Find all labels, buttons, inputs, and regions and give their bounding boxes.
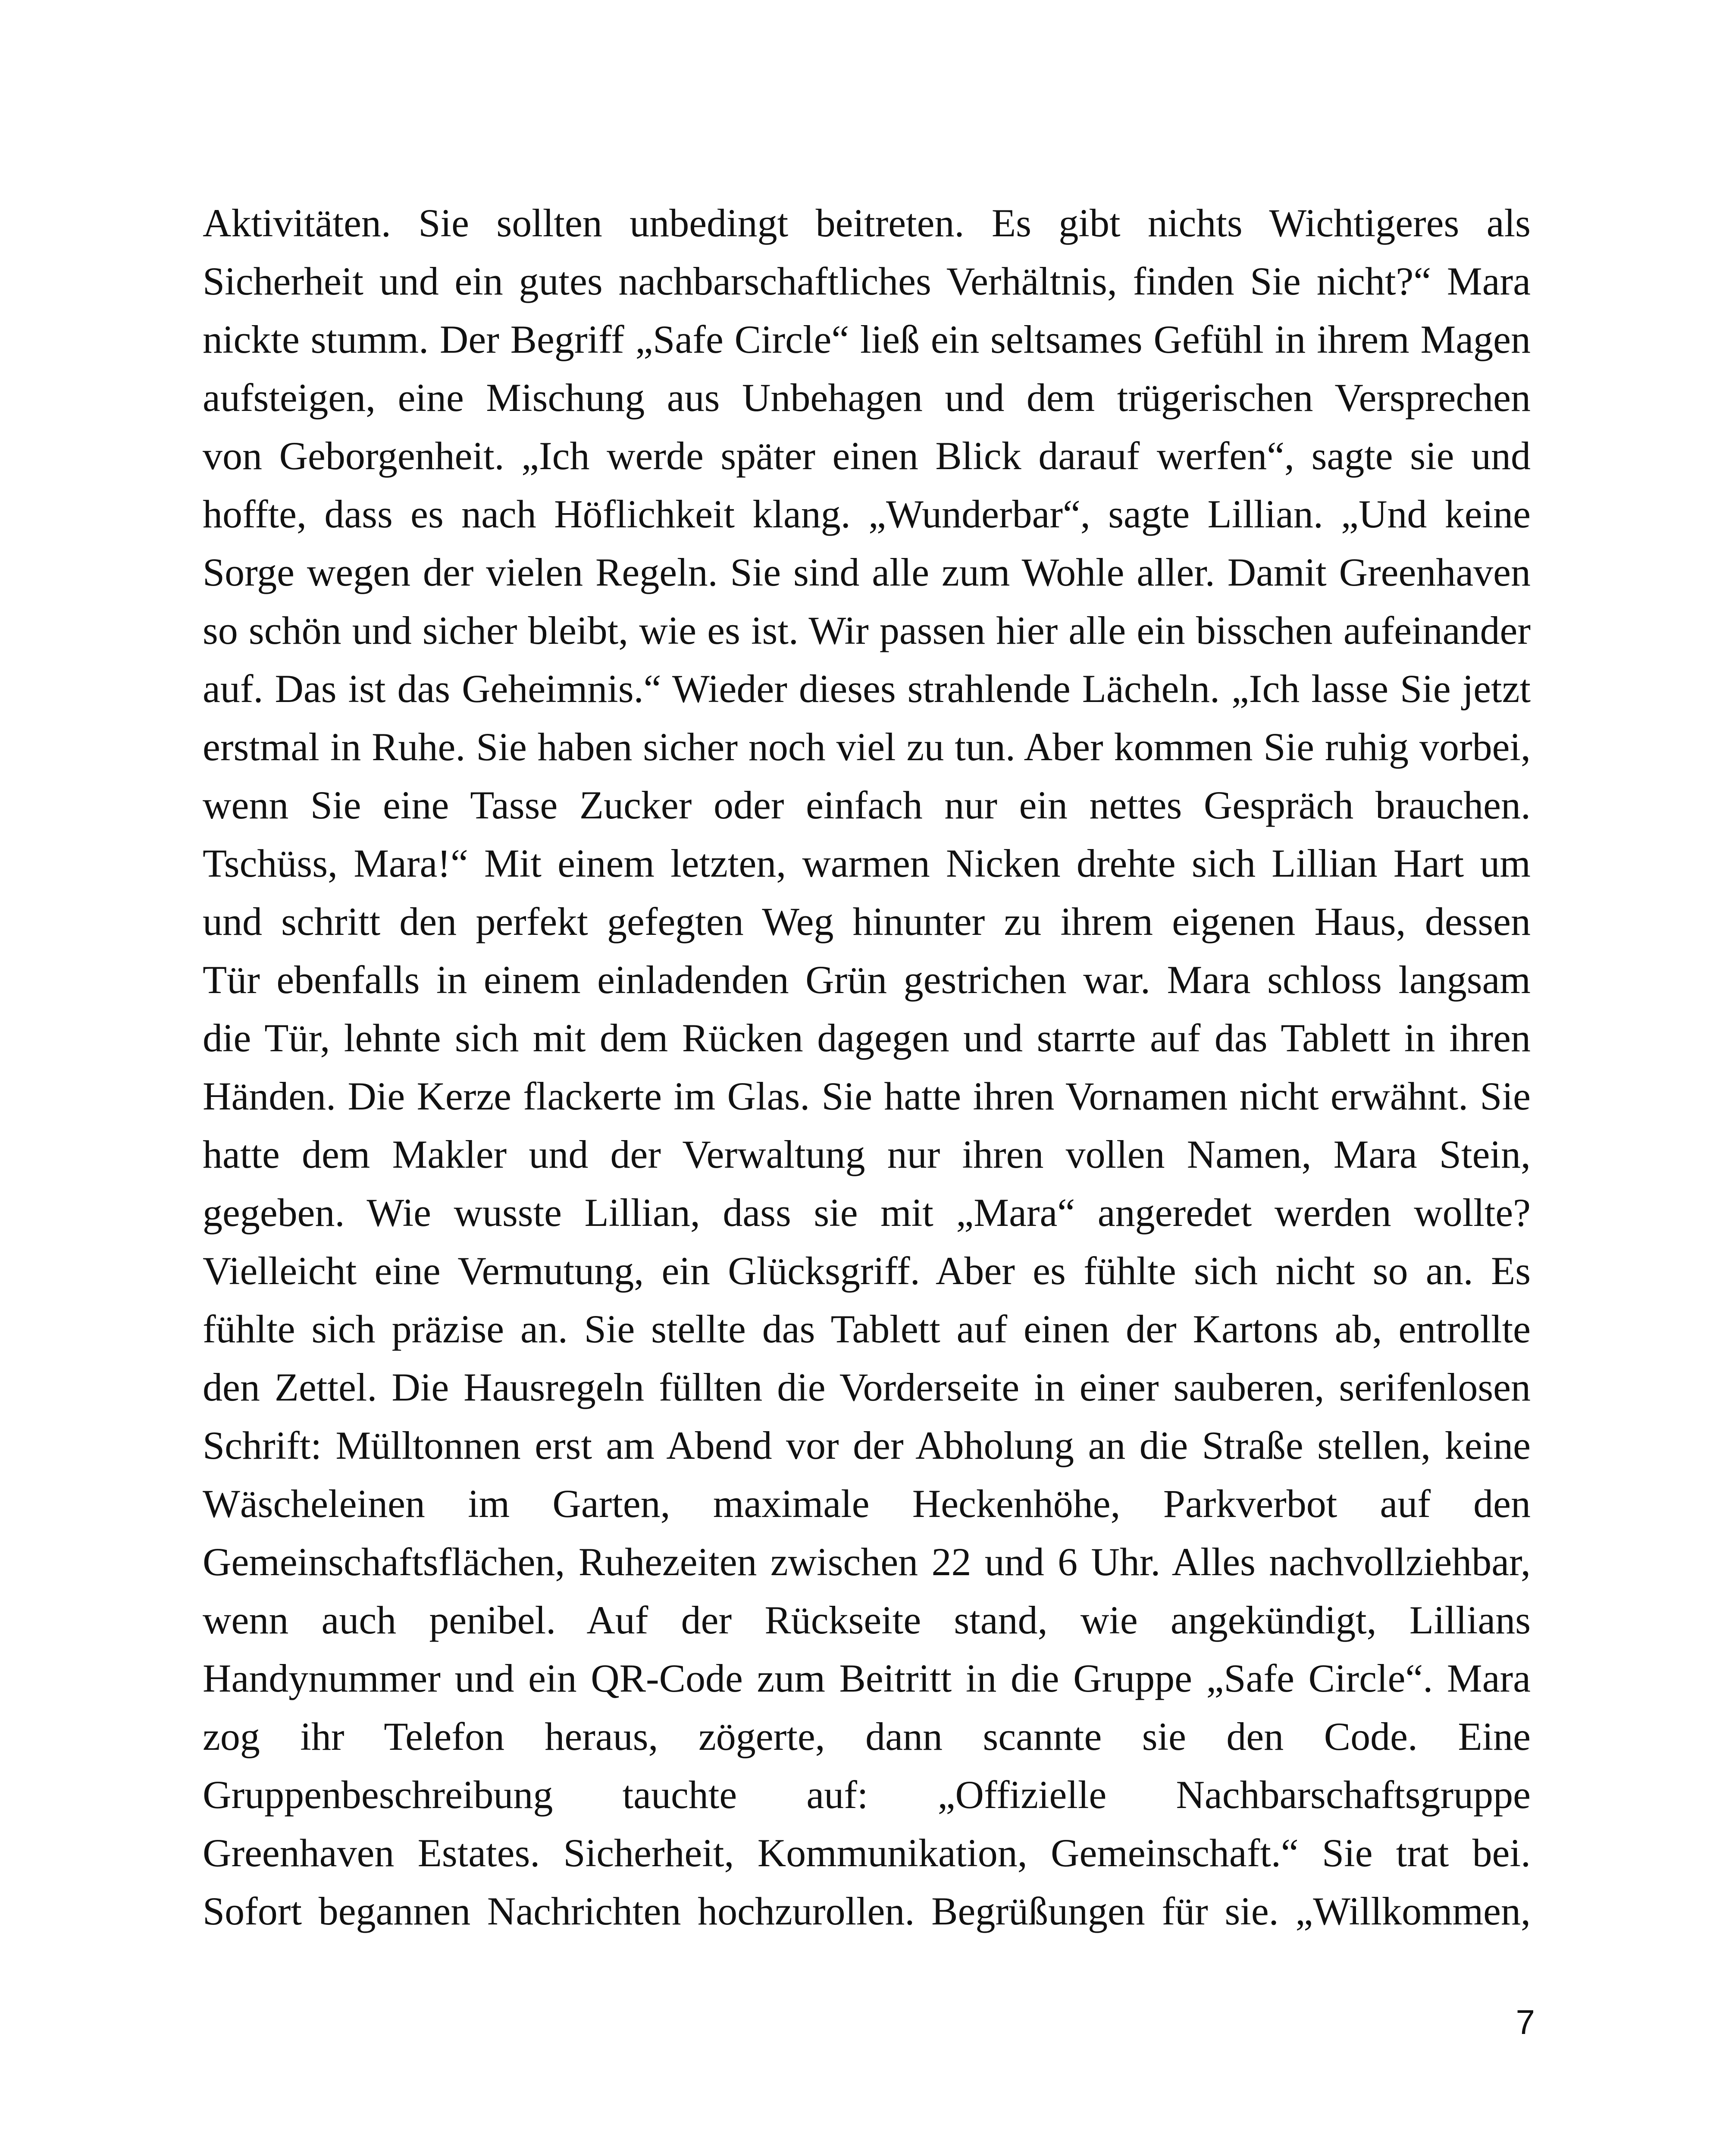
text-line: die Tür, lehnte sich mit dem Rücken dagegen und starrte auf das Tablett in ihren bbox=[203, 1016, 1531, 1060]
text-line: Sicherheit und ein gutes nachbarschaftliches Verhältnis, finden Sie nicht?“ Mara bbox=[203, 259, 1531, 303]
text-line: fühlte sich präzise an. Sie stellte das Tablett auf einen der Kartons ab, entrollte bbox=[203, 1307, 1531, 1351]
text-line: von Geborgenheit. „Ich werde später einen Blick darauf werfen“, sagte sie und bbox=[203, 434, 1531, 478]
text-line: Tür ebenfalls in einem einladenden Grün gestrichen war. Mara schloss langsam bbox=[203, 958, 1531, 1002]
text-line: Gruppenbeschreibung tauchte auf: „Offizielle Nachbarschaftsgruppe bbox=[203, 1773, 1531, 1817]
text-line: wenn Sie eine Tasse Zucker oder einfach nur ein nettes Gespräch brauchen. bbox=[203, 783, 1531, 827]
text-line: Gemeinschaftsflächen, Ruhezeiten zwischen 22 und 6 Uhr. Alles nachvollziehbar, bbox=[203, 1540, 1531, 1584]
body-text bbox=[203, 194, 1531, 1940]
text-line: Tschüss, Mara!“ Mit einem letzten, warmen Nicken drehte sich Lillian Hart um bbox=[203, 841, 1531, 885]
text-line: Händen. Die Kerze flackerte im Glas. Sie hatte ihren Vornamen nicht erwähnt. Sie bbox=[203, 1074, 1531, 1118]
text-line: Greenhaven Estates. Sicherheit, Kommunikation, Gemeinschaft.“ Sie trat bei. bbox=[203, 1831, 1531, 1875]
page-number: 7 bbox=[1516, 2003, 1535, 2041]
text-line: gegeben. Wie wusste Lillian, dass sie mit „Mara“ angeredet werden wollte? bbox=[203, 1191, 1531, 1235]
text-line: so schön und sicher bleibt, wie es ist. Wir passen hier alle ein bisschen aufeinander bbox=[203, 608, 1531, 652]
text-line: nickte stumm. Der Begriff „Safe Circle“ ließ ein seltsames Gefühl in ihrem Magen bbox=[203, 317, 1531, 361]
text-line: wenn auch penibel. Auf der Rückseite stand, wie angekündigt, Lillians bbox=[203, 1598, 1531, 1642]
text-line: auf. Das ist das Geheimnis.“ Wieder dieses strahlende Lächeln. „Ich lasse Sie jetzt bbox=[203, 667, 1531, 711]
text-line: hatte dem Makler und der Verwaltung nur ihren vollen Namen, Mara Stein, bbox=[203, 1132, 1531, 1176]
text-line: Aktivitäten. Sie sollten unbedingt beitreten. Es gibt nichts Wichtigeres als bbox=[203, 201, 1531, 245]
text-line: aufsteigen, eine Mischung aus Unbehagen und dem trügerischen Versprechen bbox=[203, 376, 1531, 420]
text-line: Vielleicht eine Vermutung, ein Glücksgriff. Aber es fühlte sich nicht so an. Es bbox=[203, 1249, 1531, 1293]
text-line: Wäscheleinen im Garten, maximale Heckenhöhe, Parkverbot auf den bbox=[203, 1482, 1531, 1526]
text-line: Handynummer und ein QR-Code zum Beitritt in die Gruppe „Safe Circle“. Mara bbox=[203, 1656, 1531, 1700]
text-line: den Zettel. Die Hausregeln füllten die Vorderseite in einer sauberen, serifenlosen bbox=[203, 1365, 1531, 1409]
text-line: Sorge wegen der vielen Regeln. Sie sind alle zum Wohle aller. Damit Greenhaven bbox=[203, 550, 1531, 594]
text-line: Schrift: Mülltonnen erst am Abend vor der Abholung an die Straße stellen, keine bbox=[203, 1423, 1531, 1467]
text-line: Sofort begannen Nachrichten hochzurollen. Begrüßungen für sie. „Willkommen, bbox=[203, 1889, 1531, 1933]
text-line: hoffte, dass es nach Höflichkeit klang. „Wunderbar“, sagte Lillian. „Und keine bbox=[203, 492, 1531, 536]
text-line: und schritt den perfekt gefegten Weg hinunter zu ihrem eigenen Haus, dessen bbox=[203, 899, 1531, 943]
text-line: erstmal in Ruhe. Sie haben sicher noch viel zu tun. Aber kommen Sie ruhig vorbei, bbox=[203, 725, 1531, 769]
text-line: zog ihr Telefon heraus, zögerte, dann scannte sie den Code. Eine bbox=[203, 1714, 1531, 1758]
